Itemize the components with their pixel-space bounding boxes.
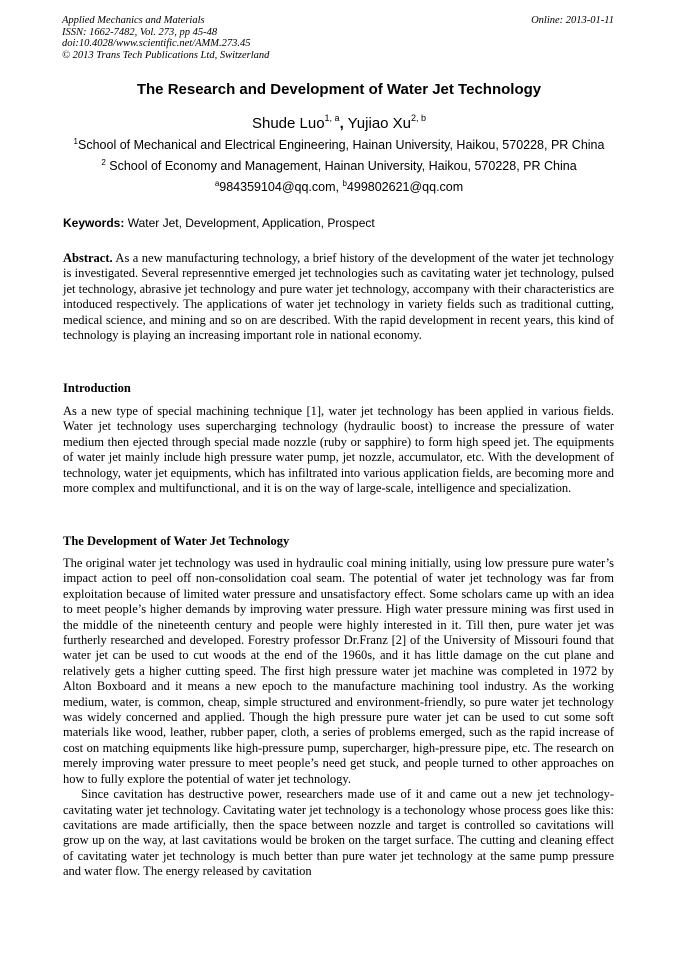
paper-title: The Research and Development of Water Jet Technology: [136, 81, 542, 98]
affiliation-text: School of Mechanical and Electrical Engineering, Hainan University, Haikou, 570228, PR China: [78, 138, 605, 153]
keywords: [63, 216, 375, 230]
section-heading-development: The Development of Water Jet Technology: [63, 534, 290, 548]
email-b: 499802621@qq.com: [346, 180, 464, 195]
online-date: Online: 2013-01-11: [531, 15, 614, 26]
author-name: Yujiao Xu: [343, 115, 412, 132]
issn-line: ISSN: 1662-7482, Vol. 273, pp 45-48: [62, 26, 218, 38]
email-mark: b: [342, 179, 347, 188]
abstract: [63, 251, 614, 343]
keywords-text: Water Jet, Development, Application, Prospect: [124, 216, 375, 230]
author-name: Shude Luo: [251, 115, 325, 132]
author-line: [0, 114, 678, 132]
affiliation-mark: 1: [73, 137, 78, 146]
author-superscript: 2, b: [411, 113, 427, 123]
doi-line: doi:10.4028/www.scientific.net/AMM.273.45: [62, 38, 251, 49]
abstract-label: Abstract.: [63, 251, 113, 265]
introduction-paragraph: [63, 404, 614, 496]
running-header: [62, 15, 269, 61]
affiliation-1: [0, 137, 678, 152]
development-paragraph-1: The original water jet technology was used in hydraulic coal mining initially, using low pressure pure water’s impact action to peel off non-consolidation coal seam. The potential of water jet technology was far from exploitation because of limited water pressure and unsatisfactory effect. Some scholars came up with an idea to meet people’s higher demands by improving water pressure. High water pressure mining was first used in the middle of the nineteenth century and people were highly interested in it. Till then, pure water jet was furtherly researched and developed. Forestry professor Dr.Franz [2] of the University of Missouri found that water jet can be used to cut woods at the end of the 1960s, and it has little damage on the cut plane and relatively gets a higher cutting speed. The first high pressure water jet machine was completed in 1972 by Alton Boxboard and it means a new epoch to the manufacture machining tool industry. As the working medium, water, is common, cheap, simple structured and environment-friendly, so pure water jet technology was widely concerned and applied. Though the high pressure pure water jet can be used to cut some soft materials like wood, leather, rubber paper, cloth, a series of problems emerged, such as the rapid increase of cost on matching equipments like high-pressure pump, supercharger, high-pressure pipe, etc. The research on merely improving water pressure to meet people’s need get stuck, and people turned to other approaches on how to fully explore the potential of water jet technology.: [63, 556, 614, 786]
journal-name: Applied Mechanics and Materials: [62, 15, 205, 26]
copyright-line: © 2013 Trans Tech Publications Ltd, Switzerland: [62, 49, 270, 61]
email-mark: a: [214, 179, 220, 188]
affiliation-text: School of Economy and Management, Hainan University, Haikou, 570228, PR China: [105, 159, 577, 174]
affiliation-2: [0, 158, 678, 173]
email-a: 984359104@qq.com,: [219, 180, 343, 195]
author-separator: ,: [339, 115, 344, 132]
author-superscript: 1, a: [324, 113, 340, 123]
abstract-text: As a new manufacturing technology, a brief history of the development of the water jet technology is investigated. Several represenntive emerged jet technologies such as cavitating water jet technology, pulsed jet technology, abrasive jet technology and pure water jet technology, accompany with their characteristics are intoduced respectively. The applications of water jet technology in variety fields such as traditional cutting, medical science, and mining and so on are described. With the rapid development in recent years, this kind of technology is playing an increasing important role in national economy.: [63, 251, 614, 343]
introduction-text: As a new type of special machining technique [1], water jet technology has been applied in various fields. Water jet technology uses supercharging technology (hydraulic boost) to increase the pressure of water medium then ejected through special made nozzle (ruby or sapphire) to form high speed jet. The equipments of water jet mainly include high pressure water pump, jet nozzle, accumulator, etc. With the development of technology, water jet equipments, which has infiltrated into various application fields, are becoming more and more complex and multifunctional, and it is on the way of large-scale, intelligence and specialization.: [63, 404, 614, 496]
affiliation-mark: 2: [101, 158, 106, 167]
email-line: [0, 179, 678, 194]
development-section: [63, 556, 614, 880]
section-heading-introduction: Introduction: [63, 381, 131, 395]
development-paragraph-2: Since cavitation has destructive power, researchers made use of it and came out a new jet technology-cavitating water jet technology. Cavitating water jet technology is a techonology whose process goes like this: cavitations are made artificially, then the space between nozzle and target is controlled so cavitations will grow up on the way, at last cavitations would be broken on the target surface. The cutting and cleaning effect of cavitating water jet technology is much better than pure water jet technology at the same pump pressure and water flow. The energy released by cavitation: [63, 787, 614, 879]
keywords-label: Keywords:: [63, 216, 125, 230]
